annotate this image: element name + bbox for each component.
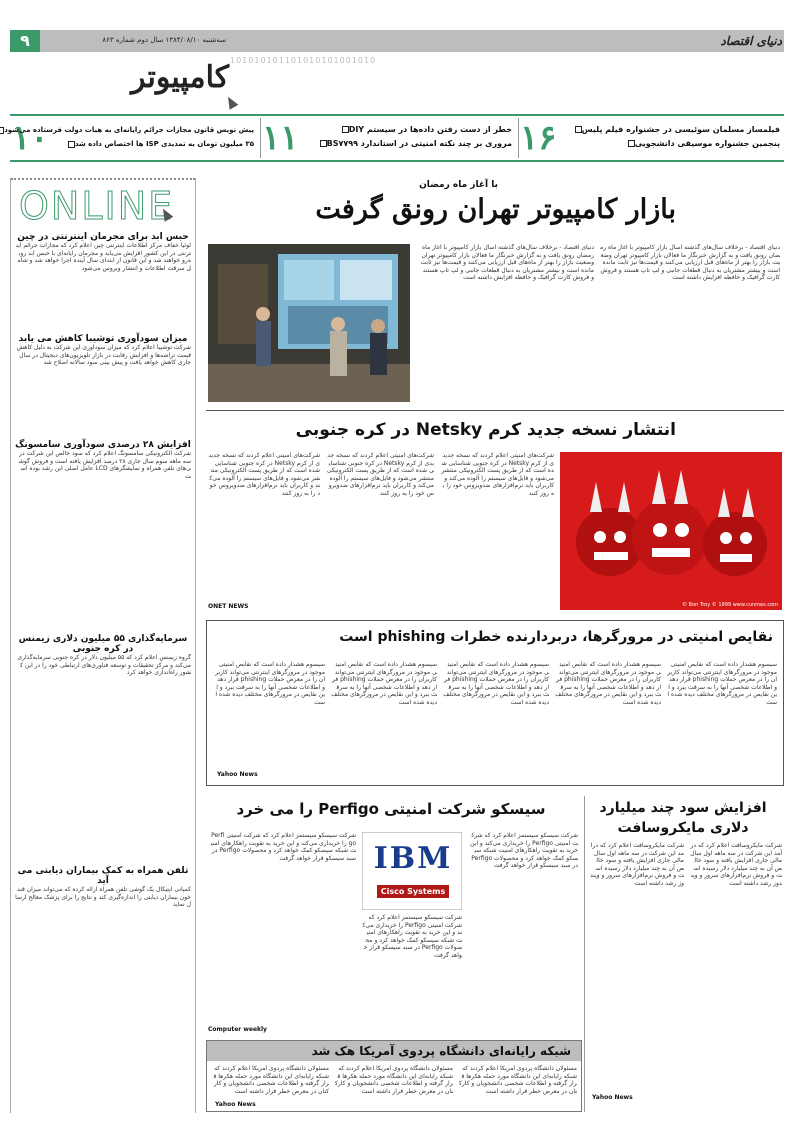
ibm-logo-text: IBM	[373, 841, 453, 876]
teaser-1-line-2: پنجمین جشنواره موسیقی دانشجویی	[625, 138, 780, 150]
university-source: Yahoo News	[215, 1101, 256, 1108]
checkbox-icon	[575, 126, 582, 133]
netsky-body-col-2: شرکت‌های امنیتی اعلام کردند که نسخه جدیدی از کرم Netsky در کره جنوبی شناسایی شده است که از طریق پست الکترونیکی منتشر می‌شود و فایل‌های سیستم را آلوده می‌کند و کاربران باید نرم‌افزارهای ضدویروس خود را به روز کنند	[326, 452, 434, 497]
phishing-body-col-2: سیسوم هشدار داده است که نقایص امنیتی موجود در مرورگرهای اینترنتی می‌تواند کاربران را در معرض حملات phishing قرار دهد و اطلاعات شخصی آنها را به سرقت ببرد و این نقایص در مرورگرهای مختلف دیده شده است	[555, 661, 661, 706]
online-item-title: سرمایه‌گذاری ۵۵ میلیون دلاری زیمنس در کره جنوبی	[18, 634, 188, 654]
university-box	[206, 1040, 582, 1112]
microsoft-body-col-2: شرکت مایکروسافت اعلام کرد که درآمد این شرکت در سه ماهه اول سال مالی جاری افزایش یافته و سود خالص آن به چند میلیارد دلار رسیده است و فروش نرم‌افزارهای سرور و ویندوز رشد داشته است	[590, 842, 684, 887]
university-body-col-3: مسئولان دانشگاه پردوی آمریکا اعلام کردند که شبکه رایانه‌ای این دانشگاه مورد حمله هکرها قرار گرفته و اطلاعات شخصی دانشجویان و کارکنان در معرض خطر قرار داشته است	[213, 1065, 329, 1095]
teaser-2-line-1: خطر از دست رفتن داده‌ها در سیستم DIY	[339, 124, 512, 136]
phishing-body-col-1: سیسوم هشدار داده است که نقایص امنیتی موجود در مرورگرهای اینترنتی می‌تواند کاربران را در معرض حملات phishing قرار دهد و اطلاعات شخصی آنها را به سرقت ببرد و این نقایص در مرورگرهای مختلف دیده شده است	[667, 661, 777, 706]
online-item-title: میزان سودآوری توشیبا کاهش می یابد	[18, 334, 188, 344]
teaser-3-line-1: پیش نویس قانون مجازات جرائم رایانه‌ای به هیات دولت فرستاده می‌شود	[0, 124, 254, 136]
page-number: ۹	[20, 31, 30, 50]
online-header-dots	[11, 178, 195, 182]
phishing-source: Yahoo News	[217, 771, 258, 778]
netsky-body-col-3: شرکت‌های امنیتی اعلام کردند که نسخه جدیدی از کرم Netsky در کره جنوبی شناسایی شده است که از طریق پست الکترونیکی منتشر می‌شود و فایل‌های سیستم را آلوده می‌کند و کاربران باید نرم‌افزارهای ضدویروس خود را به روز کنند	[208, 452, 320, 497]
computer-shop-photo-illustration	[208, 244, 410, 402]
online-item	[15, 634, 191, 854]
netsky-body-col-1: شرکت‌های امنیتی اعلام کردند که نسخه جدیدی از کرم Netsky در کره جنوبی شناسایی شده است که از طریق پست الکترونیکی منتشر می‌شود و فایل‌های سیستم را آلوده می‌کند و کاربران باید نرم‌افزارهای ضدویروس خود را به روز کنند	[441, 452, 554, 497]
university-body-col-2: مسئولان دانشگاه پردوی آمریکا اعلام کردند که شبکه رایانه‌ای این دانشگاه مورد حمله هکرها قرار گرفته و اطلاعات شخصی دانشجویان و کارکنان در معرض خطر قرار داشته است	[335, 1065, 453, 1095]
lead-headline: بازار کامپیوتر تهران رونق گرفت	[315, 194, 676, 225]
teaser-3[interactable]	[4, 118, 258, 158]
netsky-headline: انتشار نسخه جدید کرم Netsky در کره جنوبی	[295, 420, 676, 440]
university-body-col-1: مسئولان دانشگاه پردوی آمریکا اعلام کردند که شبکه رایانه‌ای این دانشگاه مورد حمله هکرها قرار گرفته و اطلاعات شخصی دانشجویان و کارکنان در معرض خطر قرار داشته است	[459, 1065, 577, 1095]
brand-logo: دنیای اقتصاد	[720, 34, 782, 48]
checkbox-icon	[320, 140, 327, 147]
online-item-title: تلفن همراه به کمک بیماران دیابتی می آید	[17, 866, 189, 886]
teaser-top-rule	[10, 114, 784, 116]
teaser-2-number: ۱۱	[262, 118, 299, 158]
page-number-box	[10, 30, 40, 52]
online-item	[15, 232, 191, 332]
section-title: کامپیوتر	[131, 60, 229, 95]
netsky-devils-illustration	[560, 452, 782, 610]
computer-shop-photo	[208, 244, 410, 402]
online-item	[15, 440, 191, 620]
online-item-body: لوئیا خفاف مرکز اطلاعات اینترنتی چین اعلام کرد که مجازات جرائم اینترنتی در این کشور افزایش می‌یابد و مجرمان رایانه‌ای با حبس ابد روبه‌رو خواهند شد و این قانون از ابتدای سال آینده اجرا خواهد شد و شامل سرقت اطلاعات و انتشار ویروس می‌شود	[16, 242, 191, 272]
online-item-title: افزایش ۲۸ درصدی سودآوری سامسونگ	[15, 440, 191, 450]
cisco-body-col-3: شرکت سیسکو سیستمز اعلام کرد که شرکت امنیتی Perfigo را خریداری می‌کند و این خرید به تقویت راهکارهای امنیت شبکه سیسکو کمک خواهد کرد و محصولات Perfigo در سبد سیسکو قرار خواهد گرفت	[210, 832, 356, 862]
cisco-logo-text: Cisco Systems	[377, 885, 449, 898]
issue-info: سه‌شنبه ۱۳۸۴/۰۸/۱۰ سال دوم شماره ۸۶۳	[102, 36, 226, 44]
microsoft-source: Yahoo News	[592, 1094, 633, 1101]
teaser-1[interactable]	[520, 118, 784, 158]
online-item-body: شرکت توشیبا اعلام کرد که میزان سودآوری این شرکت به دلیل کاهش قیمت تراشه‌ها و افزایش رقابت در بازار تلویزیون‌های دیجیتال در سال جاری کاهش خواهد یافت و پیش بینی سود سالانه اصلاح شد	[16, 344, 191, 366]
online-item-title: حبس ابد برای مجرمان اینترنتی در چین	[17, 232, 189, 242]
phishing-body-col-4: سیسوم هشدار داده است که نقایص امنیتی موجود در مرورگرهای اینترنتی می‌تواند کاربران را در معرض حملات phishing قرار دهد و اطلاعات شخصی آنها را به سرقت ببرد و این نقایص در مرورگرهای مختلف دیده شده است	[331, 661, 437, 706]
online-label: ONLINE	[19, 184, 175, 228]
online-item-body: گروه زیمنس اعلام کرد که ۵۵ میلیون دلار در کره جنوبی سرمایه‌گذاری می‌کند و مرکز تحقیقات و توسعه فناوری‌های ارتباطی خود را در این کشور راه‌اندازی خواهد کرد	[17, 654, 191, 676]
cisco-body-col-1: شرکت سیسکو سیستمز اعلام کرد که شرکت امنیتی Perfigo را خریداری می‌کند و این خرید به تقویت راهکارهای امنیت شبکه سیسکو کمک خواهد کرد و محصولات Perfigo در سبد سیسکو قرار خواهد گرفت	[470, 832, 578, 869]
phishing-body-col-5: سیسوم هشدار داده است که نقایص امنیتی موجود در مرورگرهای اینترنتی می‌تواند کاربران را در معرض حملات phishing قرار دهد و اطلاعات شخصی آنها را به سرقت ببرد و این نقایص در مرورگرهای مختلف دیده شده است	[215, 661, 325, 706]
online-item	[15, 334, 191, 424]
teaser-bottom-rule	[10, 160, 784, 162]
cisco-body-col-2: شرکت سیسکو سیستمز اعلام کرد که شرکت امنیتی Perfigo را خریداری می‌کند و این خرید به تقویت راهکارهای امنیت شبکه سیسکو کمک خواهد کرد و محصولات Perfigo در سبد سیسکو قرار خواهد گرفت	[362, 914, 462, 959]
checkbox-icon	[628, 140, 635, 147]
section-rule	[206, 410, 784, 411]
column-divider	[584, 796, 585, 1112]
online-item-body: کمپانی اپتیکال یک گوشی تلفن همراه ارائه کرده که می‌تواند میزان قند خون بیماران دیابتی را اندازه‌گیری کند و نتایج را برای پزشک معالج ارسال نماید	[15, 886, 191, 908]
netsky-devils-image	[560, 452, 782, 610]
lead-body-col-1: دنیای اقتصاد - برخلاف سال‌های گذشته اسال بازار کامپیوتر با آغاز ماه رمضان رونق یافت و به گزارش خبرنگار ما فعالان بازار کامپیوتر تهران وضعیت بازار را بهتر از ماه‌های قبل ارزیابی می‌کنند و قیمت‌ها نیز ثابت مانده است و بیشتر مشتریان به دنبال قطعات جانبی و لپ تاپ هستند و فروش کارت گرافیک و حافظه افزایش داشته است	[600, 244, 780, 281]
university-headline: شبکه رایانه‌ای دانشگاه پردوی آمریکا هک شد	[311, 1044, 571, 1058]
online-item	[15, 866, 191, 1106]
teaser-3-number: ۱۰	[12, 118, 49, 158]
lead-kicker: با آغاز ماه رمضان	[419, 180, 498, 190]
online-column	[10, 178, 196, 1113]
lead-body-col-2: دنیای اقتصاد - برخلاف سال‌های گذشته اسال بازار کامپیوتر با آغاز ماه رمضان رونق یافت و به گزارش خبرنگار ما فعالان بازار کامپیوتر تهران وضعیت بازار را بهتر از ماه‌های قبل ارزیابی می‌کنند و قیمت‌ها نیز ثابت مانده است و بیشتر مشتریان به دنبال قطعات جانبی و لپ تاپ هستند و فروش کارت گرافیک و حافظه افزایش داشته است	[420, 244, 594, 281]
teaser-divider	[518, 118, 519, 158]
microsoft-body-col-1: شرکت مایکروسافت اعلام کرد که درآمد این شرکت در سه ماهه اول سال مالی جاری افزایش یافته و سود خالص آن به چند میلیارد دلار رسیده است و فروش نرم‌افزارهای سرور و ویندوز رشد داشته است	[690, 842, 782, 887]
online-item-body: شرکت الکترونیکی سامسونگ اعلام کرد که سود خالص این شرکت در سه ماهه سوم سال جاری ۲۸ درصد افزایش یافته است و فروش گوشی‌های تلفن همراه و نمایشگرهای LCD عامل اصلی این رشد بوده است	[18, 450, 191, 480]
microsoft-headline: افزایش سود چند میلیارد دلاری مایکروسافت	[599, 800, 767, 836]
phishing-box	[206, 620, 784, 786]
teaser-2[interactable]	[262, 118, 516, 158]
netsky-image-caption: © Bon Troy © 1999 www.cunmes.com	[682, 602, 778, 608]
phishing-body-col-3: سیسوم هشدار داده است که نقایص امنیتی موجود در مرورگرهای اینترنتی می‌تواند کاربران را در معرض حملات phishing قرار دهد و اطلاعات شخصی آنها را به سرقت ببرد و این نقایص در مرورگرهای مختلف دیده شده است	[443, 661, 549, 706]
checkbox-icon	[342, 126, 349, 133]
cisco-headline: سیسکو شرکت امنیتی Perfigo را می خرد	[236, 800, 546, 818]
cisco-source: Computer weekly	[208, 1026, 267, 1033]
teaser-2-line-2: مروری بر چند نکته امنیتی در استاندارد BS۷۷۹۹	[317, 138, 512, 150]
checkbox-icon	[68, 141, 75, 148]
binary-decoration: 101010101101010101001010	[230, 56, 377, 65]
teaser-1-line-1: فیلمساز مسلمان سوئیسی در جشنواره فیلم پلیس	[572, 124, 780, 136]
teaser-divider	[260, 118, 261, 158]
phishing-headline: نقایص امنیتی در مرورگرها، دربردارنده خطرات phishing است	[339, 629, 773, 645]
cursor-icon	[224, 94, 239, 109]
teaser-3-line-2: ۳۵ میلیون تومان به تمدیدی ISP ها اختصاص داده شد	[65, 138, 254, 150]
teaser-1-number: ۱۶	[520, 118, 557, 158]
ibm-cisco-logo	[362, 832, 462, 910]
netsky-source: ONET NEWS	[208, 603, 249, 610]
